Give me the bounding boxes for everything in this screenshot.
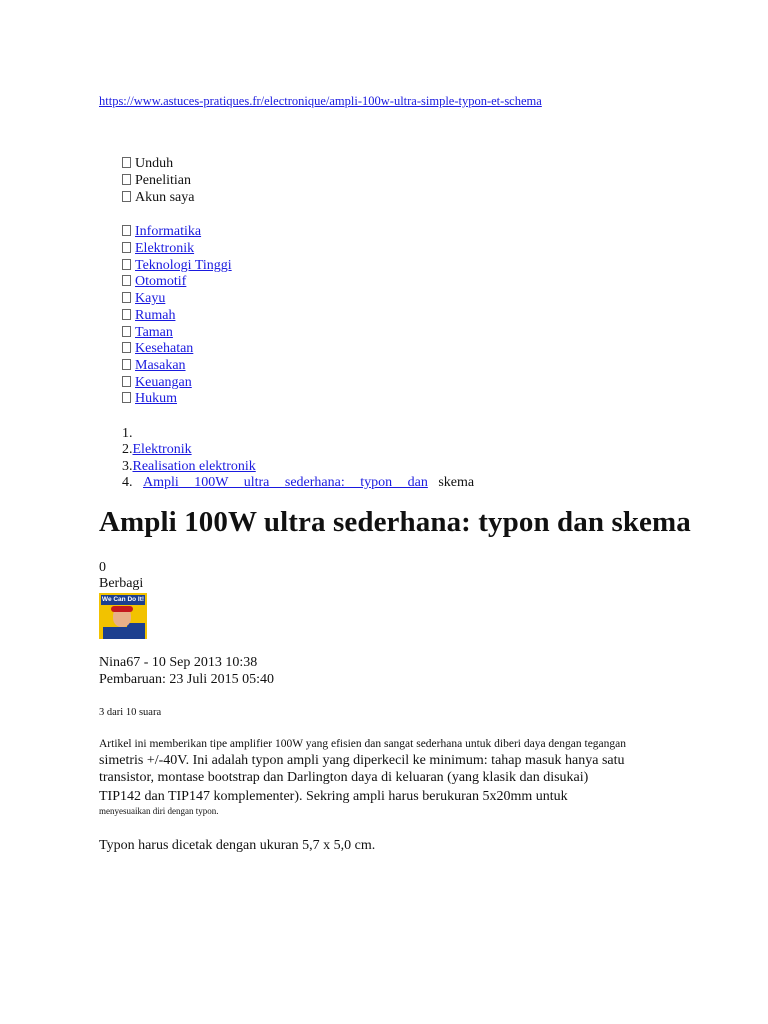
missing-glyph-icon xyxy=(122,326,131,337)
breadcrumb-item-2: 2.Elektronik xyxy=(122,442,192,457)
category-link[interactable]: Rumah xyxy=(135,308,176,323)
missing-glyph-icon xyxy=(122,359,131,370)
breadcrumb-item-1: 1. xyxy=(122,426,133,441)
menu-item-penelitian[interactable]: Penelitian xyxy=(122,172,191,189)
category-link[interactable]: Masakan xyxy=(135,358,186,373)
missing-glyph-icon xyxy=(122,376,131,387)
share-label[interactable]: Berbagi xyxy=(99,576,144,591)
category-link[interactable]: Teknologi Tinggi xyxy=(135,258,232,273)
avatar xyxy=(99,593,147,639)
category-link[interactable]: Elektronik xyxy=(135,241,195,256)
category-item-masakan xyxy=(122,357,186,374)
category-link[interactable]: Kayu xyxy=(135,291,166,306)
missing-glyph-icon xyxy=(122,259,131,270)
avatar-figure-arm xyxy=(127,623,145,639)
author-date: Nina67 - 10 Sep 2013 10:38 xyxy=(99,655,258,670)
category-link[interactable]: Keuangan xyxy=(135,375,192,390)
intro-line-4: TIP142 dan TIP147 komplementer). Sekring ampli harus berukuran 5x20mm untuk xyxy=(99,789,568,804)
category-item-keuangan xyxy=(122,374,192,391)
intro-line-5: menyesuaikan diri dengan typon. xyxy=(99,806,219,816)
category-link[interactable]: Hukum xyxy=(135,391,177,406)
breadcrumb-link-current[interactable]: Ampli 100W ultra sederhana: typon dan xyxy=(143,475,428,490)
avatar-figure-bandana xyxy=(111,606,133,612)
breadcrumb-item-3: 3.Realisation elektronik xyxy=(122,459,256,474)
missing-glyph-icon xyxy=(122,157,131,168)
category-item-hukum xyxy=(122,390,177,407)
source-url-link[interactable]: https://www.astuces-pratiques.fr/electronique/ampli-100w-ultra-simple-typon-et-schema xyxy=(99,94,542,108)
intro-line-1: Artikel ini memberikan tipe amplifier 100W yang efisien dan sangat sederhana untuk diberi daya dengan tegangan xyxy=(99,738,627,750)
category-link[interactable]: Taman xyxy=(135,325,173,340)
missing-glyph-icon xyxy=(122,242,131,253)
category-item-rumah xyxy=(122,307,175,324)
missing-glyph-icon xyxy=(122,275,131,286)
category-link[interactable]: Kesehatan xyxy=(135,341,194,356)
intro-line-3: transistor, montase bootstrap dan Darlington daya di keluaran (yang klasik dan disukai) xyxy=(99,770,589,785)
typon-note: Typon harus dicetak dengan ukuran 5,7 x 5,0 cm. xyxy=(99,838,376,853)
missing-glyph-icon xyxy=(122,174,131,185)
breadcrumb-link-elektronik[interactable]: Elektronik xyxy=(132,442,192,457)
missing-glyph-icon xyxy=(122,191,131,202)
category-link[interactable]: Otomotif xyxy=(135,274,187,289)
breadcrumb-item-4: 4. Ampli 100W ultra sederhana: typon dan skema xyxy=(122,475,475,490)
category-item-kayu xyxy=(122,290,165,307)
missing-glyph-icon xyxy=(122,392,131,403)
category-link[interactable]: Informatika xyxy=(135,224,202,239)
avatar-banner-text: We Can Do It! xyxy=(101,596,145,603)
updated-date: Pembaruan: 23 Juli 2015 05:40 xyxy=(99,672,274,687)
page-title: Ampli 100W ultra sederhana: typon dan skema xyxy=(99,506,691,538)
intro-line-2: simetris +/-40V. Ini adalah typon ampli yang diperkecil ke minimum: tahap masuk hanya satu xyxy=(99,753,625,768)
breadcrumb-link-realisation[interactable]: Realisation elektronik xyxy=(132,459,256,474)
category-item-elektronik xyxy=(122,240,194,257)
share-count: 0 xyxy=(99,560,106,575)
missing-glyph-icon xyxy=(122,342,131,353)
menu-item-akun-saya[interactable]: Akun saya xyxy=(122,189,195,206)
avatar-figure-body xyxy=(103,627,129,639)
category-item-otomotif xyxy=(122,273,186,290)
vote-count: 3 dari 10 suara xyxy=(99,707,162,718)
missing-glyph-icon xyxy=(122,292,131,303)
category-item-taman xyxy=(122,324,173,341)
category-item-kesehatan xyxy=(122,340,193,357)
category-item-informatika xyxy=(122,223,201,240)
missing-glyph-icon xyxy=(122,225,131,236)
missing-glyph-icon xyxy=(122,309,131,320)
menu-item-unduh[interactable]: Unduh xyxy=(122,155,173,172)
category-item-teknologi-tinggi xyxy=(122,257,232,274)
